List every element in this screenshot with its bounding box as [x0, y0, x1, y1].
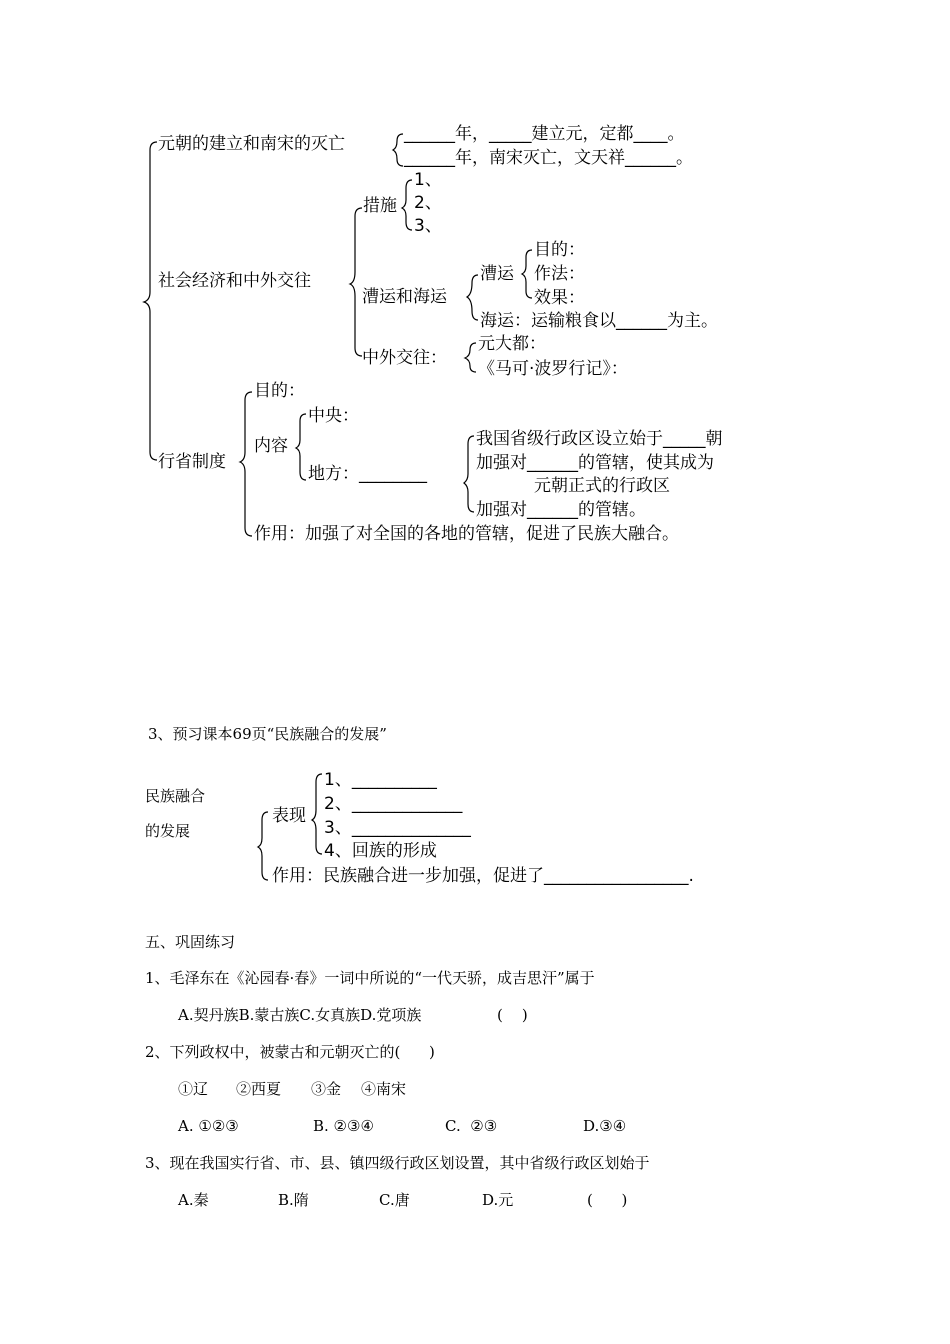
q3-stem: 3、现在我国实行省、市、县、镇四级行政区划设置，其中省级行政区划始于 — [145, 1154, 650, 1172]
canal-method: 作法： — [534, 264, 585, 284]
foreign-marco-polo: 《马可·波罗行记》： — [478, 359, 628, 379]
q3-option-a: A.秦 — [178, 1191, 209, 1209]
q3-option-c: C.唐 — [379, 1191, 410, 1209]
q1-stem: 1、毛泽东在《沁园春·春》一词中所说的“一代天骄，成吉思汗”属于 — [145, 969, 595, 987]
canal-purpose: 目的： — [534, 240, 585, 260]
q3-option-d: D.元 — [482, 1191, 514, 1209]
foreign-label: 中外交往： — [362, 348, 447, 368]
measures-brace — [402, 180, 412, 230]
economy-brace — [350, 208, 362, 356]
canal-brace — [522, 250, 532, 298]
content-brace — [296, 414, 306, 480]
manifestation-brace — [312, 774, 322, 854]
sea-transport: 海运：运输粮食以______为主。 — [480, 311, 718, 331]
yuan-founding-title: 元朝的建立和南宋的灭亡 — [158, 134, 345, 154]
q2-item-3: ③金 — [311, 1080, 342, 1098]
section3-heading: 3、预习课本69页“民族融合的发展” — [148, 725, 387, 743]
section5-heading: 五、巩固练习 — [145, 933, 236, 951]
q3-answer-bracket: ( ) — [587, 1191, 628, 1209]
economy-title: 社会经济和中外交往 — [158, 271, 311, 291]
province-title: 行省制度 — [158, 452, 226, 472]
manifestation-item-2: 2、_____________ — [324, 794, 463, 814]
q2-stem: 2、下列政权中，被蒙古和元朝灭亡的( ) — [145, 1043, 435, 1061]
measures-item-1: 1、 — [414, 170, 442, 190]
q2-option-c: C. ②③ — [445, 1117, 498, 1135]
transport-label: 漕运和海运 — [362, 287, 447, 307]
development-brace — [258, 812, 268, 880]
foreign-dadu: 元大都： — [478, 334, 546, 354]
manifestation-item-1: 1、__________ — [324, 770, 437, 790]
development-root-line1: 民族融合 — [145, 787, 206, 805]
yuan-founding-line1: ______年，_____建立元，定都____。 — [404, 124, 685, 144]
province-effect: 作用：加强了对全国的各地的管辖，促进了民族大融合。 — [254, 524, 679, 544]
local-brace — [464, 436, 474, 512]
q2-item-2: ②西夏 — [236, 1080, 282, 1098]
q2-option-a: A. ①②③ — [178, 1117, 239, 1135]
yuan-founding-brace — [393, 134, 403, 166]
q2-option-b: B. ②③④ — [313, 1117, 374, 1135]
q2-item-4: ④南宋 — [361, 1080, 407, 1098]
development-root-line2: 的发展 — [145, 822, 191, 840]
q1-answer-bracket: ( ) — [497, 1006, 528, 1024]
q2-item-1: ①辽 — [178, 1080, 209, 1098]
manifestation-label: 表现 — [272, 806, 306, 826]
q3-option-b: B.隋 — [278, 1191, 309, 1209]
content-local: 地方：________ — [308, 464, 427, 484]
transport-brace — [467, 275, 478, 320]
canal-label: 漕运 — [480, 264, 514, 284]
province-purpose: 目的： — [254, 381, 305, 401]
manifestation-item-4: 4、回族的形成 — [324, 841, 437, 861]
content-central: 中央： — [308, 406, 359, 426]
local-item-3: 元朝正式的行政区 — [534, 476, 670, 496]
main-brace — [144, 142, 157, 460]
content-label: 内容 — [254, 436, 288, 456]
province-brace — [240, 392, 252, 536]
local-item-4: 加强对______的管辖。 — [476, 500, 646, 520]
measures-item-3: 3、 — [414, 216, 442, 236]
local-item-2: 加强对______的管辖，使其成为 — [476, 453, 714, 473]
manifestation-item-3: 3、______________ — [324, 818, 471, 838]
q1-options: A.契丹族B.蒙古族C.女真族D.党项族 — [178, 1006, 422, 1024]
q2-option-d: D.③④ — [583, 1117, 627, 1135]
local-item-1: 我国省级行政区设立始于_____朝 — [476, 429, 723, 449]
development-effect: 作用：民族融合进一步加强，促进了_________________. — [272, 866, 694, 886]
measures-label: 措施 — [363, 196, 397, 216]
yuan-founding-line2: ______年，南宋灭亡，文天祥______。 — [404, 148, 693, 168]
foreign-brace — [465, 343, 476, 372]
canal-effect: 效果： — [534, 288, 585, 308]
measures-item-2: 2、 — [414, 193, 442, 213]
